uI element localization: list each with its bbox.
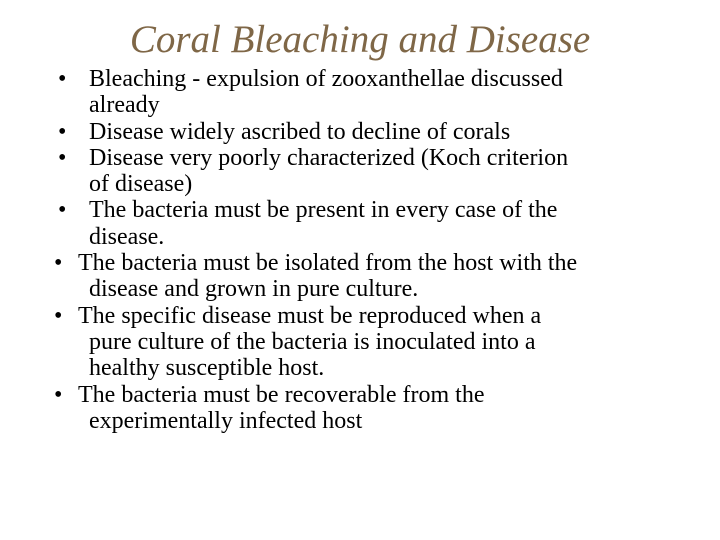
bullet-icon: •: [54, 381, 63, 408]
bullet-icon: •: [54, 302, 63, 329]
bullet-line: The bacteria must be recoverable from the: [78, 381, 485, 408]
bullet-line: The bacteria must be present in every case of the: [89, 197, 558, 224]
bullet-line: Disease widely ascribed to decline of corals: [89, 118, 511, 145]
bullet-line: already: [89, 92, 160, 119]
bullet-line: The specific disease must be reproduced when a: [78, 302, 542, 329]
bullet-line: disease and grown in pure culture.: [89, 276, 419, 303]
bullet-item: [0, 145, 720, 198]
bullet-item: [0, 250, 720, 303]
bullet-item: [0, 119, 720, 145]
slide-title: Coral Bleaching and Disease: [129, 18, 591, 61]
bullet-item: [0, 197, 720, 250]
bullet-item: [0, 303, 720, 382]
bullet-line: of disease): [89, 171, 193, 198]
bullet-line: disease.: [89, 223, 165, 250]
bullet-line: Disease very poorly characterized (Koch criterion: [89, 144, 569, 171]
bullet-list: [0, 66, 720, 434]
bullet-icon: •: [54, 250, 63, 277]
bullet-line: pure culture of the bacteria is inoculated into a: [89, 328, 536, 355]
bullet-icon: •: [58, 66, 67, 92]
bullet-line: The bacteria must be isolated from the host with the: [78, 250, 578, 277]
bullet-line: Bleaching - expulsion of zooxanthellae discussed: [89, 66, 563, 92]
bullet-icon: •: [58, 144, 67, 171]
bullet-item: [0, 382, 720, 435]
bullet-icon: •: [58, 118, 67, 145]
bullet-item: [0, 66, 720, 119]
bullet-icon: •: [58, 197, 67, 224]
bullet-line: experimentally infected host: [89, 407, 363, 434]
bullet-line: healthy susceptible host.: [89, 355, 325, 382]
